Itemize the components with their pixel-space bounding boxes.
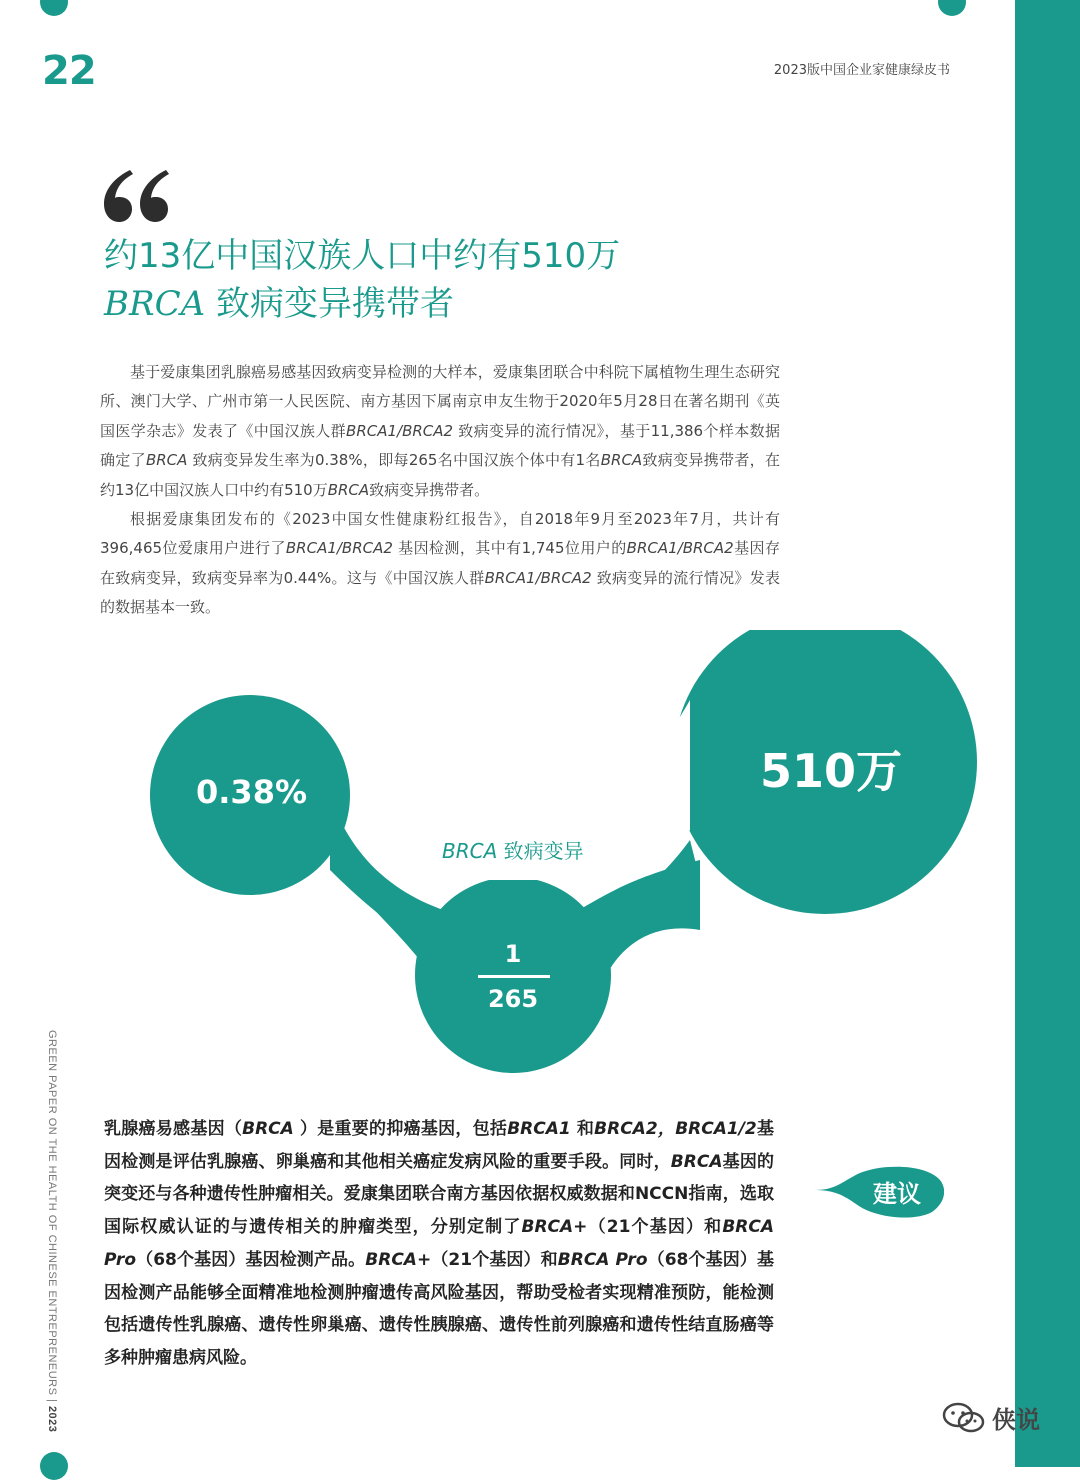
p1-gene-a: BRCA1/BRCA2 xyxy=(346,421,454,440)
advice-t6: （21个基因）和 xyxy=(587,1217,723,1238)
headline-line-2-rest: 致病变异携带者 xyxy=(205,284,454,324)
corner-dot-top-left xyxy=(40,0,68,16)
page-number: 22 xyxy=(42,48,96,94)
corner-dot-bottom-left xyxy=(40,1452,68,1480)
headline-line-2 xyxy=(104,280,804,328)
headline-line-1: 约13亿中国汉族人口中约有510万 xyxy=(104,236,621,276)
p1-text-d: 致病变异携带者，在约13亿中国汉族人口中约有510万 xyxy=(100,451,780,499)
side-year: 2023 xyxy=(46,1405,58,1433)
fraction-denominator: 265 xyxy=(487,985,539,1013)
p2-text-c: 基因存在致病变异，致病变异率为0.44%。这与《中国汉族人群 xyxy=(100,539,780,587)
watermark-text: 侠说 xyxy=(992,1406,1040,1434)
advice-gene-4: BRCA xyxy=(670,1151,723,1172)
corner-dot-top-right xyxy=(938,0,966,16)
p1-text-b: 致病变异的流行情况》，基于11,386个样本数据确定了 xyxy=(100,421,780,470)
body-text xyxy=(100,358,780,623)
headline xyxy=(104,232,804,328)
center-label-brca: BRCA xyxy=(442,839,498,863)
wechat-icon xyxy=(942,1401,986,1435)
advice-product-4: BRCA Pro xyxy=(557,1249,648,1270)
advice-text xyxy=(104,1113,774,1375)
p1-gene-d: BRCA xyxy=(327,480,370,499)
watermark xyxy=(942,1400,1040,1435)
right-color-band xyxy=(1015,0,1080,1467)
advice-t1: 乳腺癌易感基因（ xyxy=(104,1119,243,1139)
carrier-count: 510万 xyxy=(760,744,903,798)
advice-t8: （21个基因）和 xyxy=(431,1249,558,1270)
advice-t4: 基因检测是评估乳腺癌、卵巢癌和其他相关癌症发病风险的重要手段。同时， xyxy=(104,1119,775,1172)
paragraph-1 xyxy=(100,358,780,505)
advice-gene-2: BRCA1 xyxy=(507,1119,571,1139)
p1-text-a: 基于爱康集团乳腺癌易感基因致病变异检测的大样本，爱康集团联合中科院下属植物生理生态研究所、澳门大学、广州市第一人民医院、南方基因下属南京申友生物于2020年5月28日在著名期刊《英国医学杂志》发表了《中国汉族人群 xyxy=(100,363,780,440)
center-label xyxy=(442,835,584,864)
p2-gene-c: BRCA1/BRCA2 xyxy=(484,568,592,587)
p2-text-a: 根据爱康集团发布的《2023中国女性健康粉红报告》，自2018年9月至2023年7月，共计有396,465位爱康用户进行了 xyxy=(100,510,780,558)
rate-value: 0.38% xyxy=(196,773,308,811)
fraction-numerator: 1 xyxy=(504,940,522,968)
side-text: GREEN PAPER ON THE HEALTH OF CHINESE ENTREPRENEURS xyxy=(46,1030,58,1396)
advice-t3: 和 xyxy=(570,1119,595,1139)
p2-text-b: 基因检测，其中有1,745位用户的 xyxy=(392,539,627,558)
p1-text-c: 致病变异发生率为0.38%，即每265名中国汉族个体中有1名 xyxy=(187,451,601,470)
header-title: 2023版中国企业家健康绿皮书 xyxy=(773,63,950,78)
advice-product-2: BRCA Pro xyxy=(104,1217,774,1270)
p1-gene-b: BRCA xyxy=(145,451,188,470)
advice-t9: （68个基因）基因检测产品能够全面精准地检测肿瘤遗传高风险基因，帮助受检者实现精准预防，能检测包括遗传性乳腺癌、遗传性卵巢癌、遗传性胰腺癌、遗传性前列腺癌和遗传性结直肠癌等多种肿瘤患病风险。 xyxy=(104,1249,774,1368)
paragraph-2 xyxy=(100,505,780,623)
advice-gene-3: BRCA2，BRCA1/2 xyxy=(594,1119,757,1139)
advice-t7: （68个基因）基因检测产品。 xyxy=(136,1249,366,1270)
advice-badge-label: 建议 xyxy=(873,1180,921,1208)
advice-product-3: BRCA+ xyxy=(365,1249,432,1270)
headline-brca: BRCA xyxy=(104,284,206,324)
p2-gene-a: BRCA1/BRCA2 xyxy=(285,539,393,558)
p2-gene-b: BRCA1/BRCA2 xyxy=(626,539,734,558)
p1-text-e: 致病变异携带者。 xyxy=(369,480,490,499)
center-label-rest: 致病变异 xyxy=(503,839,584,863)
quote-icon xyxy=(100,168,172,224)
side-label: GREEN PAPER ON THE HEALTH OF CHINESE ENTREPRENEURS | 2023 xyxy=(46,1030,58,1433)
p2-text-d: 致病变异的流行情况》发表的数据基本一致。 xyxy=(100,568,780,617)
advice-gene-1: BRCA xyxy=(242,1119,294,1139)
advice-t5: 基因的突变还与各种遗传性肿瘤相关。爱康集团联合南方基因依据权威数据和NCCN指南，选取国际权威认证的与遗传相关的肿瘤类型，分别定制了 xyxy=(104,1151,775,1238)
advice-t2: ）是重要的抑癌基因，包括 xyxy=(293,1119,508,1139)
fraction-line xyxy=(478,975,550,978)
p1-gene-c: BRCA xyxy=(600,451,643,470)
advice-product-1: BRCA+ xyxy=(521,1217,588,1238)
